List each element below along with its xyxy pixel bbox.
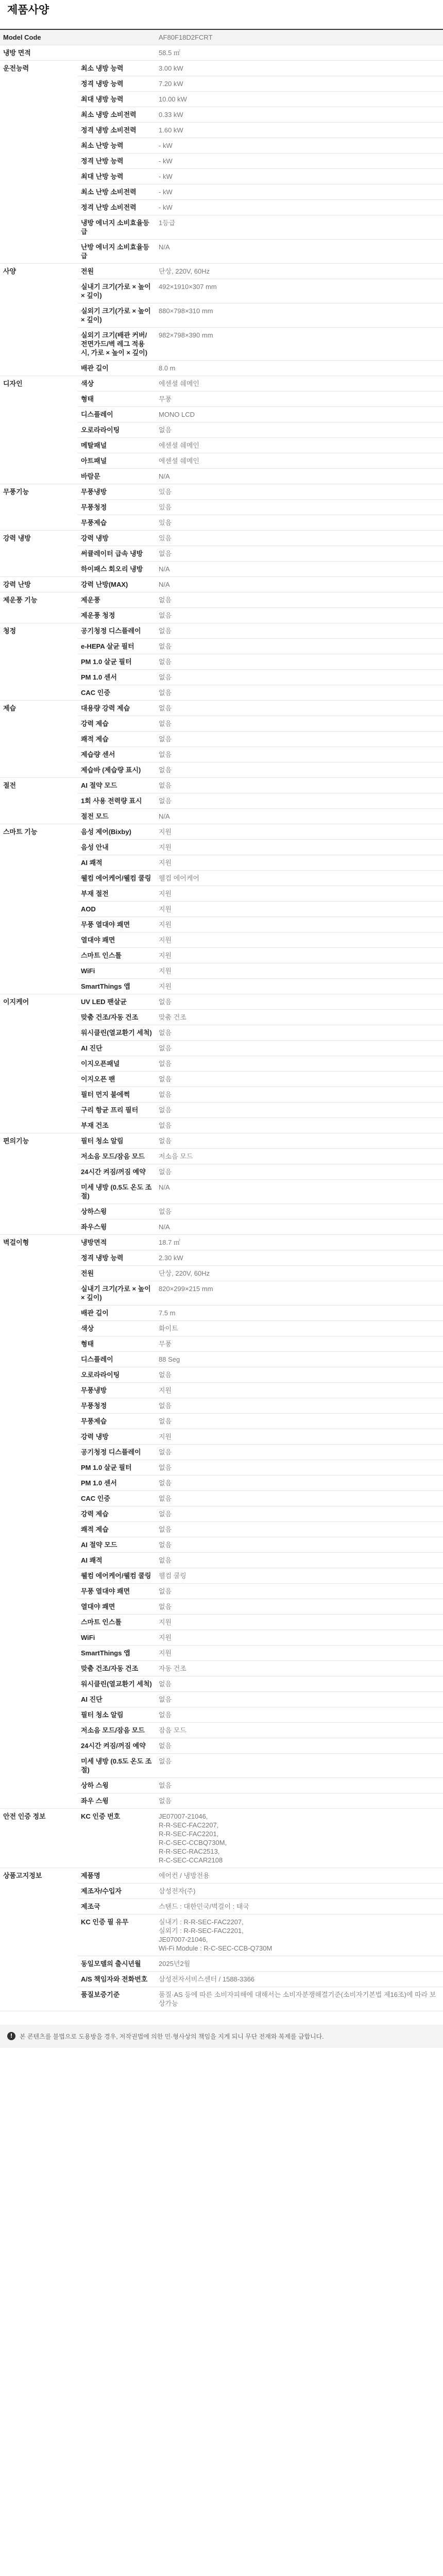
spec-value: 에어컨 / 냉방전용 [156, 1868, 443, 1884]
spec-value: 없음 [156, 1398, 443, 1414]
spec-label: 필터 먼지 불에쩍 [78, 1087, 156, 1103]
spec-row [0, 1868, 443, 1884]
spec-value: 없음 [156, 592, 443, 608]
spec-label: PM 1.0 살균 필터 [78, 1460, 156, 1476]
spec-label: 최소 난방 소비전력 [78, 184, 156, 200]
spec-label: 공기청정 디스플레이 [78, 1445, 156, 1460]
spec-label: 쾌적 제습 [78, 732, 156, 747]
spec-label: 절전 모드 [78, 809, 156, 824]
spec-label: 제운풍 청정 [78, 608, 156, 623]
spec-label: 음성 안내 [78, 840, 156, 855]
spec-label: 오로라라이팅 [78, 422, 156, 438]
spec-label: 상하 스윙 [78, 1778, 156, 1793]
spec-label: 미세 냉방 (0.5도 온도 조절) [78, 1754, 156, 1778]
spec-label: 무풍 열대야 쾌면 [78, 917, 156, 933]
spec-value: 없음 [156, 1599, 443, 1615]
spec-value: 없음 [156, 1491, 443, 1506]
spec-row [0, 778, 443, 793]
spec-label: 무풍 열대야 쾌면 [78, 1584, 156, 1599]
spec-value: 없음 [156, 1476, 443, 1491]
spec-label: 전원 [78, 1266, 156, 1281]
spec-label: 정격 난방 능력 [78, 154, 156, 169]
spec-value: 잠음 모드 [156, 1723, 443, 1738]
spec-value: 없음 [156, 793, 443, 809]
spec-category: 상품고지정보 [0, 1868, 78, 2011]
spec-label: 메탈패널 [78, 438, 156, 453]
spec-label: 제습량 센서 [78, 747, 156, 762]
spec-value: 없음 [156, 747, 443, 762]
spec-value: 지원 [156, 902, 443, 917]
spec-label: WiFi [78, 1630, 156, 1646]
spec-label: 써큘레이터 급속 냉방 [78, 546, 156, 562]
spec-category: 절전 [0, 778, 78, 824]
spec-row [0, 994, 443, 1010]
spec-value: 880×798×310 mm [156, 303, 443, 328]
spec-value: 없음 [156, 1778, 443, 1793]
spec-value: 없음 [156, 1692, 443, 1707]
spec-row [0, 61, 443, 76]
spec-value: 없음 [156, 546, 443, 562]
spec-category: 사양 [0, 264, 78, 376]
spec-label: 형태 [78, 1336, 156, 1352]
spec-label: CAC 인증 [78, 685, 156, 701]
spec-label: 제조자/수입자 [78, 1884, 156, 1899]
spec-value: 지원 [156, 1429, 443, 1445]
spec-label: 이지오픈 팬 [78, 1072, 156, 1087]
spec-label: 맞춤 건조/자동 건조 [78, 1010, 156, 1025]
spec-value: 3.00 kW [156, 61, 443, 76]
spec-label: 좌우 스윙 [78, 1793, 156, 1809]
spec-label: 형태 [78, 392, 156, 407]
spec-value: 없음 [156, 608, 443, 623]
spec-value: 없음 [156, 1793, 443, 1809]
spec-label: AI 쾌적 [78, 855, 156, 871]
spec-value: 1등급 [156, 215, 443, 240]
spec-category: 제운풍 기능 [0, 592, 78, 623]
spec-label: 정격 냉방 능력 [78, 76, 156, 92]
spec-row [0, 824, 443, 840]
spec-value: 없음 [156, 1676, 443, 1692]
spec-label: PM 1.0 센서 [78, 1476, 156, 1491]
spec-label: 이지오픈패널 [78, 1056, 156, 1072]
spec-label: 최소 냉방 소비전력 [78, 107, 156, 123]
spec-value: N/A [156, 240, 443, 264]
spec-label: e-HEPA 살균 필터 [78, 639, 156, 654]
spec-label: WiFi [78, 963, 156, 979]
page-title: 제품사양 [7, 4, 49, 16]
spec-row [0, 592, 443, 608]
spec-value: 지원 [156, 933, 443, 948]
spec-value: 없음 [156, 1445, 443, 1460]
spec-value: 18.7 ㎡ [156, 1235, 443, 1250]
spec-category: 강력 냉방 [0, 531, 78, 577]
spec-row [0, 1133, 443, 1149]
spec-value: 2025년2월 [156, 1956, 443, 1972]
spec-value: 1.60 kW [156, 123, 443, 138]
spec-label: 부재 절전 [78, 886, 156, 902]
spec-label: 웰컴 에어케어/웰컴 쿨링 [78, 871, 156, 886]
spec-label: 제습바 (제습량 표시) [78, 762, 156, 778]
spec-value: 지원 [156, 948, 443, 963]
spec-label: 최소 냉방 능력 [78, 61, 156, 76]
spec-label: 1회 사용 전력량 표시 [78, 793, 156, 809]
spec-value: 없음 [156, 994, 443, 1010]
spec-label: 배관 길이 [78, 361, 156, 376]
spec-label: 좌우스윙 [78, 1219, 156, 1235]
spec-row [0, 623, 443, 639]
spec-value: 없음 [156, 1164, 443, 1180]
spec-value: 없음 [156, 1506, 443, 1522]
spec-label: AOD [78, 902, 156, 917]
spec-category: 제습 [0, 701, 78, 778]
spec-label: 디스플레이 [78, 407, 156, 422]
spec-label: 강력 제습 [78, 1506, 156, 1522]
spec-value: 982×798×390 mm [156, 328, 443, 361]
spec-value: 지원 [156, 840, 443, 855]
spec-label: 음성 제어(Bixby) [78, 824, 156, 840]
spec-value: 맞춤 건조 [156, 1010, 443, 1025]
spec-value: 지원 [156, 1615, 443, 1630]
spec-row [0, 484, 443, 500]
spec-label: 최대 난방 능력 [78, 169, 156, 184]
spec-value: 없음 [156, 1414, 443, 1429]
spec-row [0, 264, 443, 279]
spec-label: 최대 냉방 능력 [78, 92, 156, 107]
spec-label: 실외기 크기(배관 커버/전면가드/벽 레그 적용 시, 가로 × 높이 × 깊이) [78, 328, 156, 361]
spec-value: N/A [156, 809, 443, 824]
spec-value: 지원 [156, 979, 443, 994]
spec-value: 지원 [156, 886, 443, 902]
notice-text: 본 콘텐츠를 불법으로 도용방을 경우, 저작권법에 의한 민·형사상의 책임을 지게 되니 무단 전재와 복제를 금합니다. [20, 2033, 324, 2040]
spec-value: 2.30 kW [156, 1250, 443, 1266]
spec-value: 없음 [156, 639, 443, 654]
spec-value: 820×299×215 mm [156, 1281, 443, 1306]
spec-label: 맞춤 건조/자동 건조 [78, 1661, 156, 1676]
copyright-notice [0, 2025, 443, 2048]
spec-value: 없음 [156, 778, 443, 793]
spec-label: 색상 [78, 376, 156, 392]
spec-label: 제품명 [78, 1868, 156, 1884]
spec-label: Model Code [0, 29, 156, 45]
spec-label: 냉방 면적 [0, 45, 156, 61]
spec-value: 지원 [156, 963, 443, 979]
spec-label: 워시클린(열교환기 세척) [78, 1025, 156, 1041]
spec-value: 지원 [156, 1646, 443, 1661]
spec-value: 무풍 [156, 392, 443, 407]
spec-value: 있음 [156, 531, 443, 546]
spec-value: 없음 [156, 1584, 443, 1599]
spec-label: 열대야 쾌면 [78, 1599, 156, 1615]
spec-label: 강력 냉방 [78, 531, 156, 546]
spec-value: N/A [156, 1219, 443, 1235]
spec-category: 무풍기능 [0, 484, 78, 531]
spec-label: AI 절약 모드 [78, 778, 156, 793]
area-row [0, 45, 443, 61]
spec-value: 없음 [156, 685, 443, 701]
spec-category: 운전능력 [0, 61, 78, 264]
spec-label: 동일모델의 출시년월 [78, 1956, 156, 1972]
spec-value: 없음 [156, 1537, 443, 1553]
spec-label: 필터 청소 알림 [78, 1707, 156, 1723]
spec-value: - kW [156, 169, 443, 184]
spec-value: 지원 [156, 1383, 443, 1398]
spec-label: 실내기 크기(가로 × 높이 × 깊이) [78, 279, 156, 303]
spec-label: 무풍제습 [78, 1414, 156, 1429]
spec-value: 없음 [156, 654, 443, 670]
spec-value: 스탠드 : 대한민국/벽걸이 : 태국 [156, 1899, 443, 1914]
spec-value: 없음 [156, 732, 443, 747]
spec-value: 없음 [156, 1707, 443, 1723]
spec-label: 난방 에너지 소비효율등급 [78, 240, 156, 264]
spec-label: 전원 [78, 264, 156, 279]
spec-label: 부재 건조 [78, 1118, 156, 1133]
spec-value: 단상, 220V, 60Hz [156, 264, 443, 279]
spec-value: 자동 건조 [156, 1661, 443, 1676]
spec-value: 단상, 220V, 60Hz [156, 1266, 443, 1281]
spec-label: 공기청정 디스플레이 [78, 623, 156, 639]
spec-value: 없음 [156, 670, 443, 685]
spec-value: 없음 [156, 1103, 443, 1118]
spec-label: 하이패스 회오리 냉방 [78, 562, 156, 577]
spec-label: 24시간 켜짐/꺼짐 예약 [78, 1164, 156, 1180]
spec-value: 없음 [156, 1204, 443, 1219]
spec-label: 스마트 인스톨 [78, 948, 156, 963]
spec-category: 디자인 [0, 376, 78, 484]
spec-label: 무풍냉방 [78, 1383, 156, 1398]
spec-value: N/A [156, 1180, 443, 1204]
spec-value: 없음 [156, 1072, 443, 1087]
spec-category: 안전 인증 정보 [0, 1809, 78, 1868]
spec-value: 없음 [156, 1553, 443, 1568]
spec-label: 강력 제습 [78, 716, 156, 732]
spec-label: 쾌적 제습 [78, 1522, 156, 1537]
spec-value: 지원 [156, 855, 443, 871]
spec-label: 필터 청소 알림 [78, 1133, 156, 1149]
spec-value: 있음 [156, 500, 443, 515]
spec-label: 냉방면적 [78, 1235, 156, 1250]
spec-label: UV LED 팬살균 [78, 994, 156, 1010]
spec-category: 스마트 기능 [0, 824, 78, 994]
spec-value: 8.0 m [156, 361, 443, 376]
spec-value: 없음 [156, 1133, 443, 1149]
spec-row [0, 1809, 443, 1868]
spec-label: 강력 난방(MAX) [78, 577, 156, 592]
spec-label: AI 쾌적 [78, 1553, 156, 1568]
spec-label: 바람문 [78, 469, 156, 484]
spec-label: A/S 책임자와 전화번호 [78, 1972, 156, 1987]
spec-value: N/A [156, 577, 443, 592]
spec-row [0, 531, 443, 546]
spec-value: 없음 [156, 1041, 443, 1056]
spec-value: 지원 [156, 1630, 443, 1646]
spec-value: 88 Seg [156, 1352, 443, 1367]
spec-value: 7.20 kW [156, 76, 443, 92]
spec-value: - kW [156, 184, 443, 200]
spec-value: 화이트 [156, 1321, 443, 1336]
spec-label: 웰컴 에어케어/웰컴 쿨링 [78, 1568, 156, 1584]
spec-label: 색상 [78, 1321, 156, 1336]
spec-value: 실내기 : R-R-SEC-FAC2207, 실외기 : R-R-SEC-FAC2201, JE07007-21046, Wi-Fi Module : R-C-SEC-CCB-Q730M [156, 1914, 443, 1956]
spec-label: PM 1.0 센서 [78, 670, 156, 685]
spec-value: 웰컴 쿨링 [156, 1568, 443, 1584]
spec-label: SmartThings 앱 [78, 979, 156, 994]
spec-value: 492×1910×307 mm [156, 279, 443, 303]
spec-row [0, 577, 443, 592]
spec-label: 대용량 강력 제습 [78, 701, 156, 716]
spec-value: 없음 [156, 1056, 443, 1072]
spec-label: KC 인증 번호 [78, 1809, 156, 1868]
spec-value: - kW [156, 138, 443, 154]
spec-value: N/A [156, 469, 443, 484]
spec-label: 무풍청정 [78, 500, 156, 515]
spec-label: 열대야 쾌면 [78, 933, 156, 948]
spec-label: 배관 길이 [78, 1306, 156, 1321]
spec-label: 미세 냉방 (0.5도 온도 조절) [78, 1180, 156, 1204]
spec-value: AF80F18D2FCRT [156, 29, 443, 45]
spec-label: 24시간 켜짐/꺼짐 예약 [78, 1738, 156, 1754]
spec-value: 없음 [156, 1087, 443, 1103]
spec-label: 저소음 모드/잠음 모드 [78, 1723, 156, 1738]
spec-label: 강력 냉방 [78, 1429, 156, 1445]
spec-label: 정격 냉방 소비전력 [78, 123, 156, 138]
spec-value: 지원 [156, 917, 443, 933]
spec-value: 없음 [156, 1522, 443, 1537]
spec-label: SmartThings 앱 [78, 1646, 156, 1661]
spec-value: 없음 [156, 1754, 443, 1778]
spec-label: 정격 냉방 능력 [78, 1250, 156, 1266]
spec-value: 에센셜 쉐메인 [156, 453, 443, 469]
info-icon: ! [7, 2032, 15, 2040]
spec-label: 저소음 모드/잠음 모드 [78, 1149, 156, 1164]
spec-value: 10.00 kW [156, 92, 443, 107]
spec-value: 삼성전자서비스센터 / 1588-3366 [156, 1972, 443, 1987]
spec-label: 정격 난방 소비전력 [78, 200, 156, 215]
spec-label: 디스플레이 [78, 1352, 156, 1367]
spec-value: 없음 [156, 422, 443, 438]
spec-label: 제운풍 [78, 592, 156, 608]
spec-value: 58.5 ㎡ [156, 45, 443, 61]
spec-value: - kW [156, 200, 443, 215]
spec-label: 무풍청정 [78, 1398, 156, 1414]
spec-label: 아트패널 [78, 453, 156, 469]
spec-label: 워시클린(열교환기 세척) [78, 1676, 156, 1692]
spec-value: 없음 [156, 716, 443, 732]
spec-value: 없음 [156, 1025, 443, 1041]
spec-label: 냉방 에너지 소비효율등급 [78, 215, 156, 240]
spec-value: 삼성전자(주) [156, 1884, 443, 1899]
spec-label: 실외기 크기(가로 × 높이 × 깊이) [78, 303, 156, 328]
spec-label: 무풍냉방 [78, 484, 156, 500]
spec-value: JE07007-21046, R-R-SEC-FAC2207, R-R-SEC-FAC2201, R-C-SEC-CCBQ730M, R-R-SEC-RAC2513, R-C-SEC-CCAR2108 [156, 1809, 443, 1868]
spec-value: 무풍 [156, 1336, 443, 1352]
spec-value: 품질·AS 등에 따른 소비자피해에 대해서는 소비자분쟁해결기준(소비자기본법 제16조)에 따라 보상가능 [156, 1987, 443, 2011]
spec-value: 없음 [156, 1367, 443, 1383]
spec-row [0, 701, 443, 716]
spec-value: 에센셜 쉐메인 [156, 438, 443, 453]
spec-value: 없음 [156, 1118, 443, 1133]
spec-label: 스마트 인스톨 [78, 1615, 156, 1630]
spec-label: 오로라라이팅 [78, 1367, 156, 1383]
spec-category: 강력 난방 [0, 577, 78, 592]
spec-value: 0.33 kW [156, 107, 443, 123]
spec-table [0, 29, 443, 2011]
spec-value: 저소음 모드 [156, 1149, 443, 1164]
spec-value: 있음 [156, 515, 443, 531]
spec-value: 지원 [156, 824, 443, 840]
spec-label: PM 1.0 살균 필터 [78, 654, 156, 670]
spec-label: 구리 항균 프리 필터 [78, 1103, 156, 1118]
spec-value: 없음 [156, 762, 443, 778]
spec-label: 최소 난방 능력 [78, 138, 156, 154]
spec-value: 웰컴 에어케어 [156, 871, 443, 886]
spec-category: 청정 [0, 623, 78, 701]
spec-label: 제조국 [78, 1899, 156, 1914]
spec-label: AI 절약 모드 [78, 1537, 156, 1553]
spec-value: 있음 [156, 484, 443, 500]
spec-label: AI 진단 [78, 1692, 156, 1707]
spec-label: 무풍제습 [78, 515, 156, 531]
spec-value: 없음 [156, 623, 443, 639]
spec-value: 없음 [156, 701, 443, 716]
spec-label: 실내기 크기(가로 × 높이 × 깊이) [78, 1281, 156, 1306]
model-code-row [0, 29, 443, 45]
spec-category: 편의기능 [0, 1133, 78, 1235]
spec-value: 없음 [156, 1460, 443, 1476]
spec-label: CAC 인증 [78, 1491, 156, 1506]
spec-value: N/A [156, 562, 443, 577]
spec-category: 이지케어 [0, 994, 78, 1133]
spec-value: 7.5 m [156, 1306, 443, 1321]
spec-label: 품질보증기준 [78, 1987, 156, 2011]
spec-label: 상하스윙 [78, 1204, 156, 1219]
spec-row [0, 376, 443, 392]
spec-category: 벽걸이형 [0, 1235, 78, 1809]
spec-row [0, 1235, 443, 1250]
spec-value: 없음 [156, 1738, 443, 1754]
spec-label: KC 인증 필 유무 [78, 1914, 156, 1956]
spec-value: MONO LCD [156, 407, 443, 422]
spec-value: - kW [156, 154, 443, 169]
spec-label: AI 진단 [78, 1041, 156, 1056]
spec-value: 에센셜 쉐메인 [156, 376, 443, 392]
